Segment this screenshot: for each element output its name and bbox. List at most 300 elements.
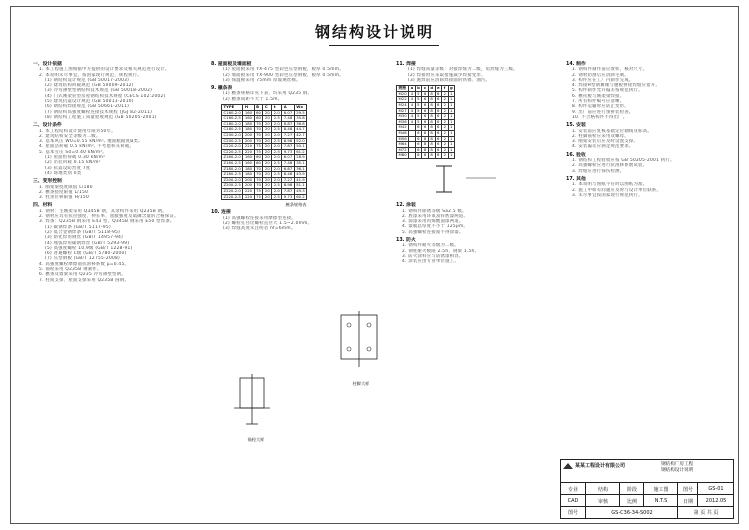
table-cell: 220 [244,143,253,149]
table-cell: 2.0 [273,109,280,115]
note-line: 8. 构件运输时应防止变形。 [572,104,629,110]
note-line: (4) 埋弧焊用碳钢焊丝 (GB/T 5293-99) [45,240,130,246]
note-line: 5. 高强螺栓连接面不得涂漆。 [402,229,464,235]
table-cell: 6 [423,101,427,107]
table-cell: 6 [435,91,442,97]
note-line: 1. 本工程施工图根据甲方提供的设计要求及相关规范进行设计。 [39,67,170,73]
note-line: (5) 高强度螺栓 10.9级 (GB/T 1228-91) [45,245,133,251]
section-heading: 16. 验收 [566,152,586,158]
company-name [563,462,625,469]
table-cell: 51.1 [296,182,305,188]
note-line: 7. 所有构件编号应清晰。 [572,99,625,105]
table-cell: M30 [398,113,407,119]
table-cell: 8 [428,125,435,131]
tb-cell: 日期 [677,495,698,507]
table-header-cell: f [442,86,448,92]
table-cell: 4 [409,102,416,108]
table-cell: 8 [428,136,435,142]
table-cell: 70 [256,132,261,138]
note-line: (3) 焊缝高度未注明者 hf=6mm。 [223,226,296,232]
table-cell: 8 [428,119,435,125]
table-cell: 2 [443,141,447,147]
table-cell: C200-2.5 [223,137,241,143]
table-cell: 2 [443,124,447,130]
table-header-cell: d [430,85,434,91]
section-heading: 二、设计条件 [33,123,62,129]
note-line: 4. 焊接H型钢翼缘与腹板拼接焊缝应错开。 [572,83,661,89]
tb-cell: 图号 [677,483,698,495]
note-line: 3. 构件应在工厂内制作完成。 [572,77,634,83]
table-cell: 49.3 [296,187,305,193]
table-cell: 6 [435,153,442,159]
note-line: (2) 吊挂荷载 0.15 kN/m² [45,160,101,166]
note-line: (1) 檩条规格详见下表，均采用 Q235 钢。 [223,91,313,97]
table-cell: 2.5 [273,126,280,132]
table-header-cell: TYPE [222,105,243,111]
table-cell: 8 [423,135,427,141]
section-heading: 12. 涂装 [396,203,416,209]
note-line: 9. 出厂前应进行预拼装检查。 [572,109,634,115]
column-base-caption: 柱脚大样 [352,381,370,386]
company-logo-icon [563,463,573,469]
note-line: (1) 钢结构设计规范 (GB 50017-2003) [45,77,130,83]
table-cell: 8 [428,97,435,103]
table-cell: 8 [428,108,435,114]
note-line: 4. 屋面活荷载 0.5 kN/m², 不考虑积灰荷载。 [39,144,135,150]
note-line: 2. 施工中如有问题应及时与设计单位联系。 [572,187,662,193]
table-cell: 6 [435,114,442,120]
sheet-info: 第 页 共 页 [677,507,734,518]
table-cell: 5 [415,114,422,120]
note-line: 6. 檩条及墙梁采用 Q235 冷弯薄壁型钢。 [39,272,126,278]
table-cell: M42 [398,124,407,130]
table-cell: 6.87 [283,165,293,171]
note-line: (3) 冷弯薄壁型钢结构技术规范 (GB 50018-2002) [45,88,153,94]
table-cell: 2 [443,152,447,158]
table-cell: 20 [264,171,270,177]
column-2-connection-text [211,210,381,231]
table-cell: 1 [448,97,455,103]
table-cell: 60 [256,115,261,121]
table-cell: 200 [244,137,253,143]
table-cell: 6.87 [283,120,293,126]
table-cell: 1 [448,108,455,114]
table-cell: 1 [448,136,455,142]
note-line: (5) 建筑抗震设计规范 (GB 50011-2010) [45,99,134,105]
table-cell: 6 [423,90,427,96]
table-cell: 4 [409,114,416,120]
table-cell: 75 [256,143,261,149]
h-section-figure [426,162,506,198]
table-cell: 1 [448,102,455,108]
table-cell: 75 [256,187,261,193]
table-cell: 44.7 [296,126,305,132]
table-cell: 180 [244,165,253,171]
table-cell: 20 [264,120,270,126]
table-cell: 2 [443,129,447,135]
section-heading: 15. 安装 [566,123,586,129]
table-cell: 6 [423,107,427,113]
table-cell: 1 [448,119,455,125]
table-row [397,153,455,159]
table-cell: 4 [409,91,416,97]
note-line: 4. 涂装应由专业单位施工。 [402,259,459,265]
table-cell: 8 [428,130,435,136]
note-line: 1. 本工程结构设计使用年限为50年。 [39,128,116,134]
table-cell: 2.0 [273,176,280,182]
project-line-2: 钢结构设计说明 [661,468,694,473]
table-cell: 9.73 [283,193,293,199]
table-cell: 36.1 [296,165,305,171]
table-cell: 60 [256,160,261,166]
company-name-text: 某某工程设计有限公司 [575,463,626,469]
cad-label: CAD [567,498,579,504]
table-cell: 35.1 [296,160,305,166]
table-cell: 60 [256,109,261,115]
table-cell: 5 [415,119,422,125]
table-cell: 20 [264,176,270,182]
table-cell: 20 [264,148,270,154]
table-cell: 20 [264,132,270,138]
note-line: 3. 焊条：Q235B 钢采用 E43 型，Q345B 钢采用 E50 型焊条。 [39,219,175,225]
table-cell: 6 [423,124,427,130]
date-value: 2012.05 [697,495,734,507]
table-cell: 6 [415,153,422,159]
table-cell: 35.8 [296,115,305,121]
table-cell: 29.5 [296,109,305,115]
table-header-cell: 规格 [397,86,409,92]
table-header-cell: a [410,85,414,91]
anchor-bolt-figure [226,372,286,434]
table-cell: 1 [448,114,455,120]
table-cell: 4 [409,119,416,125]
tb-cell: 专业 [567,486,578,493]
note-line: 1. 钢结构工程验收应按 GB 50205-2001 执行。 [572,158,675,164]
note-line: 2. 钢材应具有抗拉强度、伸长率、屈服强度及硫磷含量的合格保证。 [39,214,179,220]
note-line: 1. 钢构件除锈等级 Sa2.5 级。 [402,208,467,214]
note-line: 3. 防火涂料应与防锈漆相容。 [402,253,464,259]
note-line: (2) 低合金钢焊条 (GB/T 5118-95) [45,229,121,235]
table-cell: 70 [256,120,261,126]
project-line-1: 钢结构厂房工程 [661,462,694,467]
table-cell: 8 [428,147,435,153]
table-cell: 70 [256,165,261,171]
purlin-spec-table [221,104,307,200]
note-line: 5. 基本雪压 S0=0.40 kN/m²。 [39,149,107,155]
table-cell: 160 [244,109,253,115]
table-cell: 6 [435,102,442,108]
table-cell: 20 [264,182,270,188]
note-line: 1. 安装前应复核基础定位轴线及标高。 [572,128,652,134]
table-cell: 20 [264,109,270,115]
table-cell: 2.0 [273,187,280,193]
table-cell: 5 [415,97,422,103]
table-cell: Z200-2.5 [222,183,243,189]
table-header-cell: C [263,105,272,111]
tb-cell: 施工图 [643,483,678,495]
table-cell: M36 [398,118,407,124]
table-cell: 6 [435,125,442,131]
table-cell: 6 [435,108,442,114]
note-line: (7) 钢结构高强度螺栓连接技术规程 (JGJ 82-2011) [45,109,153,115]
table-cell: 75 [256,148,261,154]
table-cell: 8.98 [283,182,293,188]
note-line: 1. 本说明与图纸不符时以图纸为准。 [572,182,648,188]
table-cell: 2.5 [273,115,280,121]
note-line: 2. 钢柱耐火极限 2.5h，钢梁 1.5h。 [402,248,480,254]
note-line: 3. 焊缝应进行探伤检测。 [572,168,625,174]
table-cell: 20 [264,160,270,166]
note-line: (4) 门式刚架轻型房屋钢结构技术规程 (CECS 102:2002) [45,93,166,99]
purlin-table-caption: 檩条规格表 [285,202,307,208]
table-cell: 2.5 [273,171,280,177]
scale-value: N.T.S [643,495,678,507]
section-heading: 四、材料 [33,203,53,209]
drawing-sheet [10,6,739,524]
table-cell: 8 [423,141,427,147]
table-cell: M24 [398,101,407,107]
table-cell: 8 [423,152,427,158]
anchor-bolt-caption: 锚栓大样 [247,437,265,442]
table-header-cell: e [437,85,440,91]
table-cell: 8.48 [283,171,293,177]
note-line: 2. 底漆采用环氧富锌底漆两道。 [402,213,469,219]
table-cell: 2.5 [273,148,280,154]
table-cell: 2.0 [273,165,280,171]
note-line: 2. 建筑结构安全等级为二级。 [39,133,101,139]
table-cell: 8.48 [283,126,293,132]
note-line: (2) 焊接时应采取措施减少焊接变形。 [408,72,486,78]
table-cell: 50.1 [296,143,305,149]
section-heading: 9. 檩条表 [211,86,233,92]
table-cell: 70 [256,137,261,143]
notes-column-3 [396,59,561,264]
table-cell: 41.9 [296,176,305,182]
table-cell: 2 [443,96,447,102]
table-cell: 6 [415,125,422,131]
table-cell: 20 [264,126,270,132]
table-cell: M72 [398,146,407,152]
note-line: 10. 不合格构件不得出厂。 [572,114,628,120]
project-info [661,462,693,474]
table-cell: 28.9 [296,154,305,160]
column-3-painting-text [396,203,561,264]
table-cell: 1 [448,153,455,159]
table-cell: 200 [244,176,253,182]
table-cell: 5 [415,102,422,108]
table-cell: 20 [264,115,270,121]
table-cell: 2 [443,107,447,113]
table-cell: M80 [398,152,407,158]
table-cell: 9.73 [283,148,293,154]
title-underline [329,45,439,46]
table-cell: 7.87 [283,143,293,149]
note-line: 4. 高强度螺栓摩擦面抗滑移系数 μ=0.45。 [39,261,130,267]
note-line: (2) 建筑结构荷载规范 (GB 50009-2012) [45,83,134,89]
note-line: (8) 钢结构工程施工质量验收规范 (GB 50205-2001) [45,114,157,120]
table-cell: 7.27 [283,132,293,138]
table-cell: 200 [244,132,253,138]
table-cell: 180 [244,126,253,132]
table-cell: 20 [264,154,270,160]
table-cell: C180-2.0 [223,120,241,126]
column-2-text [211,62,381,102]
table-row [222,194,307,200]
note-line: 6. 檩托板与刚架梁焊接。 [572,93,625,99]
note-line: 1. 钢材：主刚架采用 Q345B 钢，其余构件采用 Q235B 钢。 [39,208,167,214]
table-cell: 60 [256,154,261,160]
table-cell: 2.0 [273,143,280,149]
table-cell: 160 [244,115,253,121]
table-cell: M27 [398,107,407,113]
tb-cell: 审核 [585,495,620,507]
table-cell: Z180-2.5 [222,172,243,178]
section-heading: 一、设计依据 [33,62,62,67]
tb-cell: 阶段 [619,483,644,495]
table-cell: 52.0 [296,137,305,143]
table-cell: 1 [448,91,455,97]
table-cell: 43.9 [296,171,305,177]
table-header-cell: g [450,85,453,91]
table-cell: 42.7 [296,132,305,138]
table-cell: M48 [398,129,407,135]
table-cell: 2.5 [273,160,280,166]
table-cell: 7.27 [283,176,293,182]
table-cell: Z200-2.0 [222,177,243,183]
table-cell: 1 [448,142,455,148]
table-cell: 6 [415,136,422,142]
table-cell: M22 [398,96,407,102]
table-cell: 20 [264,137,270,143]
bolt-spec-table [396,85,455,159]
table-cell: 4 [409,108,416,114]
table-cell: 2.5 [273,193,280,199]
table-cell: 6 [435,97,442,103]
note-line: 5. 构件制作允许偏差按规范执行。 [572,88,643,94]
table-cell: 220 [244,193,253,199]
note-line: (2) 墙面板采用 YX-900 型彩色压型钢板，板厚 0.5mm。 [223,72,344,78]
table-cell: 6.07 [283,109,293,115]
note-line: (1) 屋面恒荷载 0.30 kN/m² [45,155,106,161]
note-line: (6) 钢结构焊接规范 (GB 50661-2011) [45,104,130,110]
note-line: 3. 基本风压 W0=0.55 kN/m², 地面粗糙度B类。 [39,139,143,145]
section-heading: 14. 制作 [566,62,586,67]
table-cell: 36.8 [296,120,305,126]
note-line: 3. 面漆采用丙烯酸面漆两道。 [402,219,464,225]
note-line: (1) 高强螺栓连接采用摩擦型连接。 [223,215,297,221]
table-cell: 6 [423,113,427,119]
note-line: 1. 钢构件制作前应放样，核对尺寸。 [572,67,648,73]
table-cell: 75 [256,193,261,199]
table-cell: 7.48 [283,115,293,121]
table-cell: 2.0 [273,132,280,138]
table-cell: 220 [244,148,253,154]
table-header-cell: A [282,105,294,111]
table-cell: 8 [428,153,435,159]
table-cell: 8 [423,129,427,135]
note-line: (2) 檩条间距不大于 1.5m。 [223,96,283,102]
section-heading: 11. 焊接 [396,62,416,67]
note-line: (3) 抗震设防烈度 7度 [45,165,91,171]
note-line: (7) 压型钢板 (GB/T 12755-2008) [45,256,121,262]
tb-cell: 比例 [619,495,644,507]
table-cell: 60.2 [296,193,305,199]
notes-column-1 [33,59,203,283]
table-cell: 70 [256,182,261,188]
tb-cell: 结构 [585,483,620,495]
notes-column-4 [566,59,731,198]
note-line: 2. 柱脚锚栓应采用双螺母。 [572,133,629,139]
table-cell: 6 [435,119,442,125]
table-cell: C220-2.0 [223,143,241,149]
section-heading: 10. 连接 [211,210,231,216]
table-cell: 8 [428,102,435,108]
table-cell: C180-2.5 [223,126,241,132]
table-cell: 8.98 [283,137,293,143]
column-3-text [396,62,561,83]
column-base-figure [331,307,391,377]
table-cell: 6 [415,142,422,148]
note-line: 3. 柱顶位移限值 H/150 [39,195,89,201]
table-cell: 200 [244,182,253,188]
title-block-row-3 [561,506,733,518]
table-header-cell: H [243,105,254,111]
note-line: 1. 刚架梁挠度限值 L/180 [39,184,93,190]
table-cell: 180 [244,171,253,177]
table-cell: 8 [428,91,435,97]
table-cell: M64 [398,141,407,147]
note-line: 2. 高强螺栓应进行抗滑移系数试验。 [572,163,648,169]
table-cell: 2 [443,101,447,107]
table-cell: M56 [398,135,407,141]
table-cell: C160-2.0 [223,109,241,115]
note-line: 7. 柱间支撑、屋面支撑采用 Q235B 圆钢。 [39,277,130,283]
table-cell: 6 [435,130,442,136]
table-cell: 2 [443,113,447,119]
note-line: 4. 漆膜总厚度不小于 125μm。 [402,224,469,230]
table-cell: 20 [264,193,270,199]
table-cell: 6 [435,147,442,153]
section-heading: 三、变形控制 [33,179,62,185]
table-cell: Z180-2.0 [222,166,243,172]
notes-column-2 [211,59,381,232]
table-cell: 4 [409,97,416,103]
table-cell: 20 [264,143,270,149]
drawing-title: 钢结构设计说明 [314,23,434,41]
table-cell: 2.0 [273,120,280,126]
table-cell: 2.5 [273,137,280,143]
table-cell: 2.0 [273,154,280,160]
note-line: (3) 施焊前应清除焊接面的铁锈、油污。 [408,77,491,83]
note-line: (4) 场地类别 II类 [45,170,82,176]
table-cell: 7.87 [283,187,293,193]
table-cell: Z160-2.0 [222,155,243,161]
table-cell: 20 [264,187,270,193]
table-cell: 6 [415,147,422,153]
note-line: (1) 屋面板采用 YX-475 型彩色压型钢板，板厚 0.5mm。 [223,67,344,73]
note-line: 2. 钢材切割后应清除毛刺。 [572,72,629,78]
table-cell: 160 [244,160,253,166]
note-line: 3. 未尽事宜按国家现行规范执行。 [572,192,643,198]
table-cell: 5 [415,108,422,114]
table-cell: 2 [443,146,447,152]
table-cell: 2 [443,118,447,124]
note-line: 4. 安装偏差应满足规范要求。 [572,144,634,150]
table-cell: 1 [448,125,455,131]
section-heading: 17. 其他 [566,176,586,182]
table-header-cell: t [272,105,282,111]
section-heading: 8. 屋面板及墙面板 [211,62,252,67]
